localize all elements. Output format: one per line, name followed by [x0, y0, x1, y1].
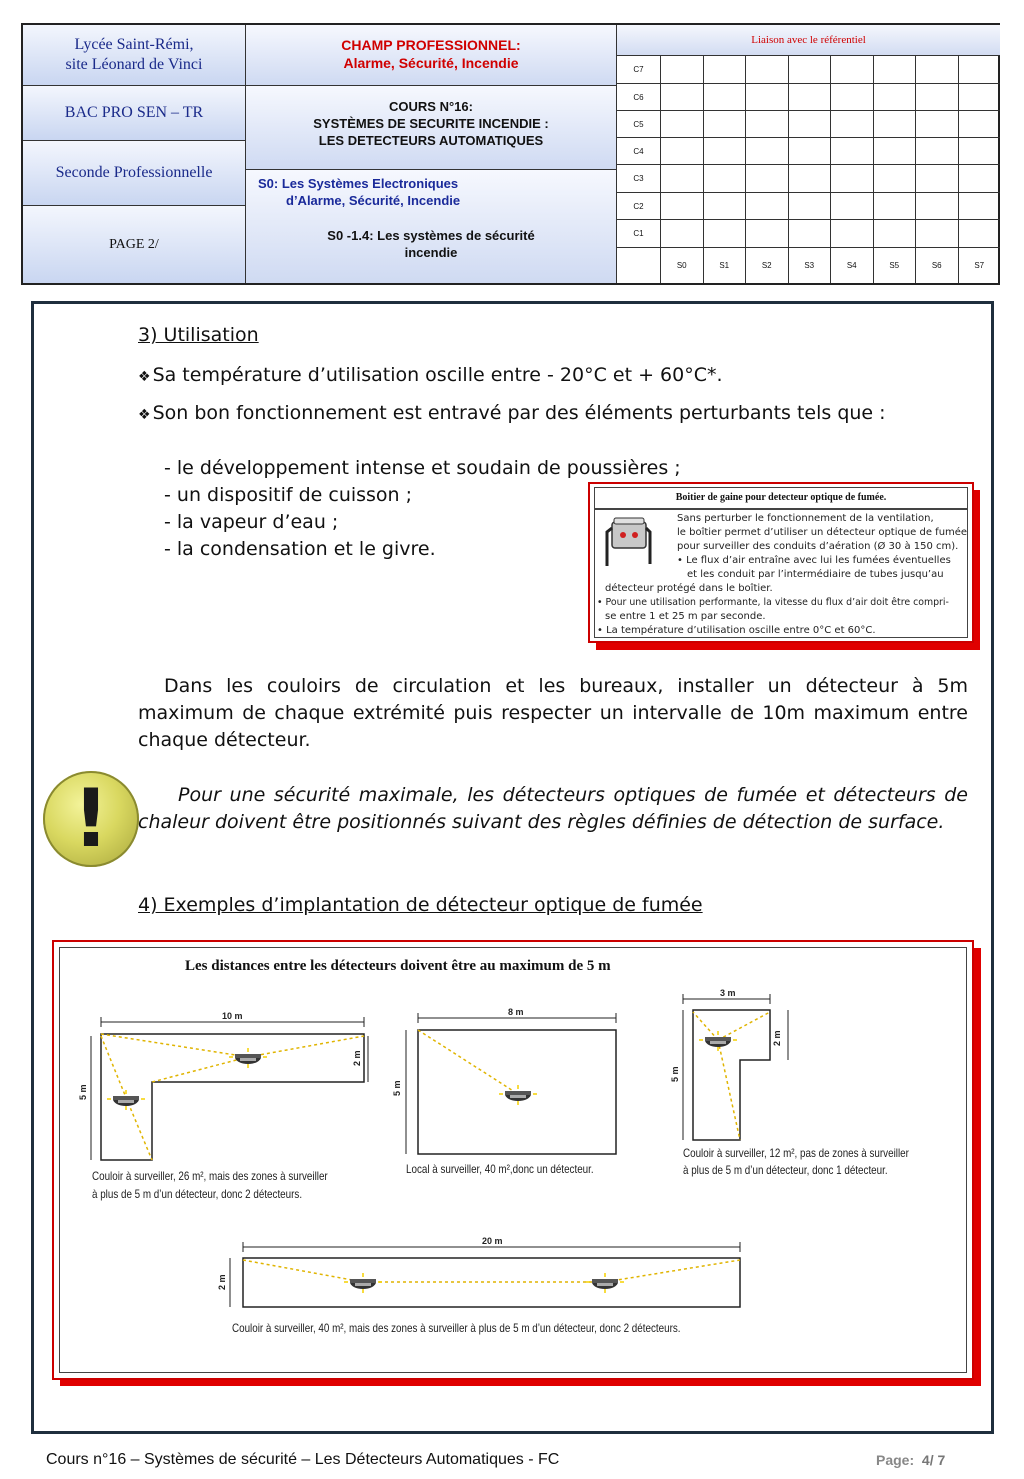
diploma-label: BAC PRO SEN – TR: [64, 104, 204, 121]
section3-title: 3) Utilisation: [138, 324, 259, 346]
ex4-width-label: 20 m: [482, 1236, 503, 1246]
module-s014-line2: incendie: [404, 245, 458, 260]
grid-row-label: C3: [633, 174, 644, 183]
ex1-width-label: 10 m: [222, 1011, 243, 1021]
ex2-height-label: 5 m: [392, 1080, 402, 1096]
grid-col-label: S6: [915, 248, 958, 283]
field-title: CHAMP PROFESSIONNEL:: [341, 37, 521, 53]
infobox-line: pour surveiller des conduits d’aération (Ø 30 à 150 cm).: [677, 541, 959, 552]
example4-diagram: [217, 1236, 740, 1307]
perturbation-item: - la vapeur d’eau ;: [164, 511, 339, 533]
ex4-height-label: 2 m: [217, 1274, 227, 1290]
example3-diagram: [670, 988, 788, 1140]
perturbation-text: ❖ Son bon fonctionnement est entravé par des éléments perturbants tels que :: [138, 400, 968, 429]
ex1-caption-line2: à plus de 5 m d’un détecteur, donc 2 détecteurs.: [92, 1187, 303, 1201]
ex1-height-label: 5 m: [78, 1084, 88, 1100]
grid-row-label: C1: [633, 229, 644, 238]
infobox-line: détecteur protégé dans le boîtier.: [605, 583, 773, 594]
grid-col-label: S0: [660, 248, 703, 283]
infobox-line: le boîtier permet d’utiliser un détecteur optique de fumée: [677, 527, 968, 538]
infobox-line: se entre 1 et 25 m par seconde.: [605, 611, 766, 622]
ex3-side-label: 2 m: [772, 1030, 782, 1046]
footer-page: [876, 1452, 945, 1468]
corridor-rule-text: Dans les couloirs de circulation et les bureaux, installer un détecteur à 5m maximum de chaque extrémité puis respecter un intervalle de 10m maximum entre chaque détecteur.: [138, 675, 968, 751]
ex3-width-label: 3 m: [720, 988, 736, 998]
ex1-caption-line1: Couloir à surveiller, 26 m², mais des zones à surveiller: [92, 1169, 328, 1183]
grid-row-label: C2: [633, 201, 644, 211]
ex4-caption: Couloir à surveiller, 40 m², mais des zones à surveiller à plus de 5 m d’un détecteur, donc 2 détecteurs.: [232, 1321, 681, 1335]
grid-row-label: C7: [633, 64, 644, 74]
ex2-width-label: 8 m: [508, 1007, 524, 1017]
grid-col-label: S7: [958, 248, 1001, 283]
warning-icon: !: [43, 771, 139, 867]
ex2-caption: Local à surveiller, 40 m²,donc un détecteur.: [406, 1162, 594, 1176]
module-s0-line2: d’Alarme, Sécurité, Incendie: [286, 193, 461, 208]
example2-diagram: [392, 1007, 616, 1154]
grid-col-label: S3: [788, 248, 831, 283]
grid-col-label: S5: [873, 248, 916, 283]
school-name: Lycée Saint-Rémi,: [74, 36, 194, 53]
ex1-side-label: 2 m: [352, 1050, 362, 1066]
grid-row-label: C5: [633, 119, 644, 129]
infobox-line: • La température d’utilisation oscille entre 0°C et 60°C.: [597, 625, 876, 636]
ex3-caption-line1: Couloir à surveiller, 12 m², pas de zones à surveiller: [683, 1146, 909, 1160]
grid-col-label: S1: [703, 248, 746, 283]
perturbation-item: - la condensation et le givre.: [164, 538, 436, 560]
module-s014-line1: S0 -1.4: Les systèmes de sécurité: [327, 228, 535, 243]
infobox-line: et les conduit par l’intermédiaire de tubes jusqu’au: [687, 569, 944, 580]
ex3-height-label: 5 m: [670, 1066, 680, 1082]
perturbation-item: - le développement intense et soudain de poussières ;: [164, 457, 681, 479]
grid-row-label: C6: [633, 92, 644, 102]
field-subtitle: Alarme, Sécurité, Incendie: [343, 55, 519, 71]
ex3-caption-line2: à plus de 5 m d’un détecteur, donc 1 détecteur.: [683, 1163, 888, 1177]
course-subtitle: LES DETECTEURS AUTOMATIQUES: [318, 133, 544, 148]
grid-row-label: C4: [633, 146, 644, 156]
warning-text: Pour une sécurité maximale, les détecteurs optiques de fumée et détecteurs de chaleur doivent être positionnés suivant des règles définies de détection de surface.: [138, 784, 968, 833]
page-label: PAGE 2/: [109, 236, 159, 252]
footer-course: Cours n°16 – Systèmes de sécurité – Les Détecteurs Automatiques - FC: [46, 1451, 560, 1468]
footer-page-number: 4/ 7: [921, 1452, 946, 1468]
infobox-line: Sans perturber le fonctionnement de la ventilation,: [677, 513, 934, 524]
footer-page-label: Page:: [876, 1452, 915, 1468]
course-number: COURS N°16:: [389, 99, 473, 114]
grid-col-label: S4: [830, 248, 873, 283]
course-title: SYSTÈMES DE SECURITE INCENDIE :: [313, 116, 549, 131]
grid-col-label: S2: [745, 248, 788, 283]
module-s0-line1: S0: Les Systèmes Electroniques: [258, 176, 459, 191]
section4-title: 4) Exemples d’implantation de détecteur optique de fumée: [138, 894, 703, 916]
infobox-line: • Pour une utilisation performante, la vitesse du flux d’air doit être compri-: [597, 597, 949, 608]
example1-diagram: [78, 1011, 368, 1160]
level-label: Seconde Professionnelle: [55, 164, 213, 181]
examples-title: Les distances entre les détecteurs doivent être au maximum de 5 m: [185, 958, 611, 974]
infobox-title: Boitier de gaine pour detecteur optique de fumée.: [594, 487, 968, 509]
temperature-text: ❖ Sa température d’utilisation oscille entre - 20°C et + 60°C*.: [138, 362, 968, 391]
reference-title: Liaison avec le référentiel: [617, 25, 1000, 56]
perturbation-item: - un dispositif de cuisson ;: [164, 484, 413, 506]
school-site: site Léonard de Vinci: [65, 56, 203, 73]
infobox-line: • Le flux d’air entraîne avec lui les fumées éventuelles: [677, 555, 951, 566]
